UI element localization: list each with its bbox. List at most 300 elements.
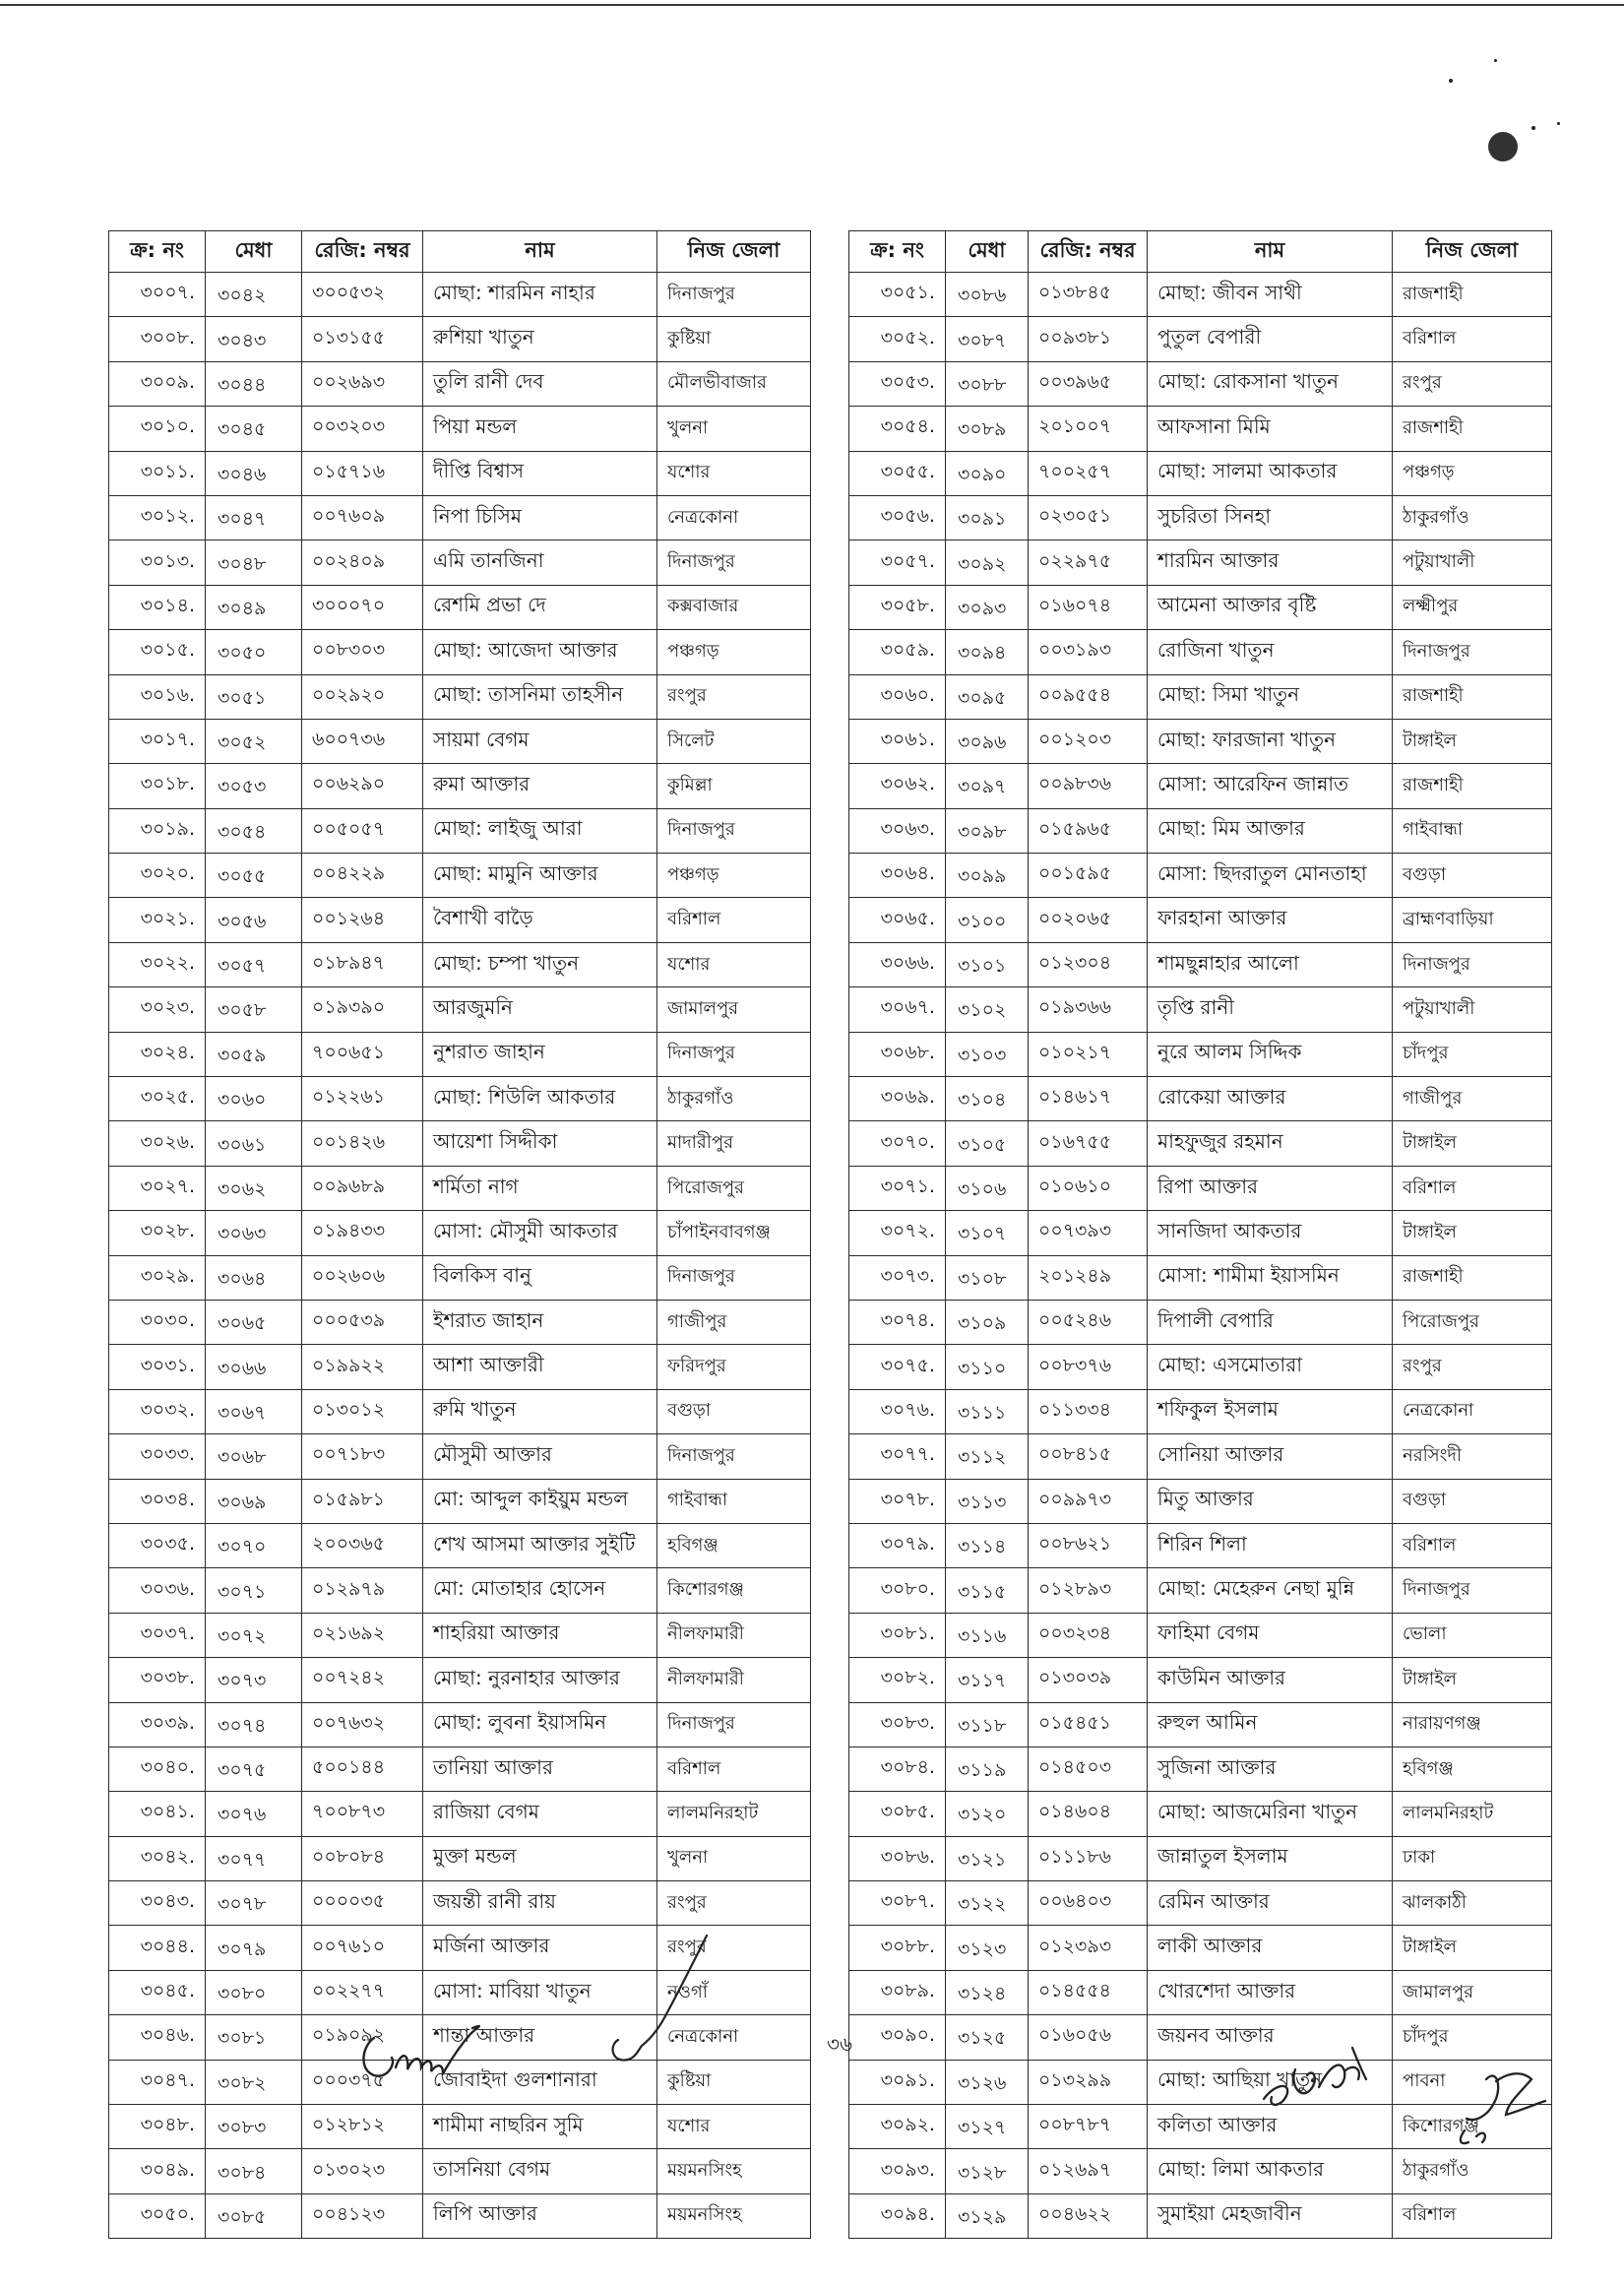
serial-cell: ৩০৪৪.	[109, 1926, 206, 1970]
reg-no-cell: ০২১৬৯২	[302, 1613, 423, 1657]
reg-no-cell: ০০৬২৯০	[302, 764, 423, 808]
name-cell: শান্তা আক্তার	[423, 2015, 657, 2060]
name-cell: মোছা: লুবনা ইয়াসমিন	[423, 1702, 657, 1747]
merit-cell: ৩০৭০	[206, 1523, 302, 1567]
table-row	[109, 1434, 811, 1479]
serial-cell: ৩০৩৯.	[109, 1702, 206, 1747]
table-row	[849, 1926, 1552, 1970]
district-cell: বরিশাল	[1393, 317, 1552, 361]
table-row	[849, 2193, 1552, 2238]
table-row	[109, 407, 811, 451]
merit-cell: ৩১১২	[946, 1434, 1029, 1479]
name-cell: শেখ আসমা আক্তার সুইটি	[423, 1523, 657, 1567]
serial-cell: ৩০৩৫.	[109, 1523, 206, 1567]
serial-cell: ৩০৭০.	[849, 1121, 946, 1166]
table-row	[849, 1077, 1552, 1121]
merit-cell: ৩০৭১	[206, 1568, 302, 1613]
scan-speck	[1449, 79, 1453, 83]
merit-cell: ৩১০৫	[946, 1121, 1029, 1166]
header-serial: ক্র: নং	[109, 231, 206, 273]
merit-cell: ৩০৯৩	[946, 585, 1029, 629]
name-cell: মৌসুমী আক্তার	[423, 1434, 657, 1479]
district-cell: পিরোজপুর	[1393, 1300, 1552, 1344]
name-cell: রেশমি প্রভা দে	[423, 585, 657, 629]
handwritten-signature-4	[1437, 2046, 1555, 2154]
name-cell: মোছা: নুরনাহার আক্তার	[423, 1658, 657, 1702]
district-cell: রাজশাহী	[1393, 764, 1552, 808]
merit-cell: ৩১০৭	[946, 1211, 1029, 1255]
district-cell: রংপুর	[657, 1926, 811, 1970]
serial-cell: ৩০৫৪.	[849, 407, 946, 451]
district-cell: মাদারীপুর	[657, 1121, 811, 1166]
reg-no-cell: ০০৪২২৯	[302, 854, 423, 898]
reg-no-cell: ০১৪৬০৪	[1029, 1792, 1148, 1836]
serial-cell: ৩০৮০.	[849, 1568, 946, 1613]
district-cell: খুলনা	[657, 407, 811, 451]
name-cell: তানিয়া আক্তার	[423, 1747, 657, 1791]
serial-cell: ৩০৪৭.	[109, 2060, 206, 2104]
merit-cell: ৩০৬৪	[206, 1255, 302, 1300]
reg-no-cell: ০০৩৯৬৫	[1029, 361, 1148, 406]
serial-cell: ৩০১৭.	[109, 719, 206, 763]
reg-no-cell: ০১৩৮৪৫	[1029, 273, 1148, 317]
reg-no-cell: ০০৮৭৮৭	[1029, 2105, 1148, 2149]
merit-cell: ৩১২৪	[946, 1970, 1029, 2014]
district-cell: রংপুর	[657, 1881, 811, 1926]
serial-cell: ৩০১৮.	[109, 764, 206, 808]
district-cell: দিনাজপুর	[657, 273, 811, 317]
serial-cell: ৩০২৭.	[109, 1166, 206, 1210]
district-cell: নওগাঁ	[657, 1970, 811, 2014]
name-cell: রুহুল আমিন	[1148, 1702, 1393, 1747]
district-cell: হবিগঞ্জ	[1393, 1747, 1552, 1791]
district-cell: ফরিদপুর	[657, 1345, 811, 1389]
name-cell: মোসা: ছিদরাতুল মোনতাহা	[1148, 854, 1393, 898]
district-cell: বগুড়া	[1393, 854, 1552, 898]
name-cell: শফিকুল ইসলাম	[1148, 1389, 1393, 1433]
merit-cell: ৩০৮৩	[206, 2105, 302, 2149]
reg-no-cell: ০০৩১৯৩	[1029, 630, 1148, 674]
merit-cell: ৩০৮০	[206, 1970, 302, 2014]
district-cell: নেত্রকোনা	[657, 2015, 811, 2060]
reg-no-cell: ০০১২০৩	[1029, 719, 1148, 763]
merit-cell: ৩০৫৮	[206, 987, 302, 1032]
reg-no-cell: ০১৯৪৩৩	[302, 1211, 423, 1255]
district-cell: লালমনিরহাট	[1393, 1792, 1552, 1836]
district-cell: জামালপুর	[657, 987, 811, 1032]
merit-cell: ৩১২৬	[946, 2060, 1029, 2104]
name-cell: জয়নব আক্তার	[1148, 2015, 1393, 2060]
reg-no-cell: ০০৯৮৩৬	[1029, 764, 1148, 808]
serial-cell: ৩০৬২.	[849, 764, 946, 808]
district-cell: পঞ্চগড়	[657, 630, 811, 674]
table-row	[849, 1658, 1552, 1702]
merit-cell: ৩০৬২	[206, 1166, 302, 1210]
reg-no-cell: ০০৫২৪৬	[1029, 1300, 1148, 1344]
district-cell: টাঙ্গাইল	[1393, 1658, 1552, 1702]
name-cell: মোছা: সালমা আকতার	[1148, 451, 1393, 495]
table-row	[109, 854, 811, 898]
table-row	[109, 1211, 811, 1255]
serial-cell: ৩০৩১.	[109, 1345, 206, 1389]
serial-cell: ৩০৭২.	[849, 1211, 946, 1255]
merit-cell: ৩০৪২	[206, 273, 302, 317]
table-row	[849, 585, 1552, 629]
table-row	[849, 317, 1552, 361]
name-cell: রুমা আক্তার	[423, 764, 657, 808]
table-row	[849, 987, 1552, 1032]
reg-no-cell: ০০৯৯৭৩	[1029, 1479, 1148, 1523]
serial-cell: ৩০৭৮.	[849, 1479, 946, 1523]
merit-cell: ৩০৭৫	[206, 1747, 302, 1791]
reg-no-cell: ০০৮০৮৪	[302, 1836, 423, 1880]
reg-no-cell: ০১০৬১০	[1029, 1166, 1148, 1210]
serial-cell: ৩০৪০.	[109, 1747, 206, 1791]
merit-cell: ৩০৬৮	[206, 1434, 302, 1479]
name-cell: আশা আক্তারী	[423, 1345, 657, 1389]
serial-cell: ৩০০৮.	[109, 317, 206, 361]
reg-no-cell: ০১৩০৩৯	[1029, 1658, 1148, 1702]
merit-cell: ৩০৭৭	[206, 1836, 302, 1880]
name-cell: মোছা: শিউলি আকতার	[423, 1077, 657, 1121]
reg-no-cell: ০১৫৪৫১	[1029, 1702, 1148, 1747]
name-cell: রেমিন আক্তার	[1148, 1881, 1393, 1926]
merit-cell: ৩১১৯	[946, 1747, 1029, 1791]
merit-cell: ৩০৭৯	[206, 1926, 302, 1970]
table-row	[109, 1568, 811, 1613]
name-cell: মোছা: মামুনি আক্তার	[423, 854, 657, 898]
reg-no-cell: ০১৪৫৫৪	[1029, 1970, 1148, 2014]
name-cell: মোসা: মাবিয়া খাতুন	[423, 1970, 657, 2014]
name-cell: রিপা আক্তার	[1148, 1166, 1393, 1210]
name-cell: মিতু আক্তার	[1148, 1479, 1393, 1523]
reg-no-cell: ০০৭৩৯৩	[1029, 1211, 1148, 1255]
district-cell: কুষ্টিয়া	[657, 2060, 811, 2104]
serial-cell: ৩০৯০.	[849, 2015, 946, 2060]
serial-cell: ৩০৫৬.	[849, 495, 946, 540]
district-cell: রাজশাহী	[1393, 1255, 1552, 1300]
merit-cell: ৩০৮১	[206, 2015, 302, 2060]
district-cell: কুষ্টিয়া	[657, 317, 811, 361]
district-cell: ব্রাহ্মণবাড়িয়া	[1393, 898, 1552, 942]
table-row	[849, 630, 1552, 674]
scan-speck	[1557, 122, 1560, 125]
handwritten-signature-2	[600, 1930, 718, 2087]
reg-no-cell: ০০৬৪০৩	[1029, 1881, 1148, 1926]
reg-no-cell: ০১৩২৯৯	[1029, 2060, 1148, 2104]
merit-cell: ৩১০১	[946, 942, 1029, 986]
merit-cell: ৩০৬৬	[206, 1345, 302, 1389]
table-row	[849, 1389, 1552, 1433]
merit-cell: ৩০৬৯	[206, 1479, 302, 1523]
reg-no-cell: ০১৫৯৬৫	[1029, 808, 1148, 853]
merit-cell: ৩০৯৭	[946, 764, 1029, 808]
district-cell: রাজশাহী	[1393, 407, 1552, 451]
serial-cell: ৩০৮২.	[849, 1658, 946, 1702]
serial-cell: ৩০১১.	[109, 451, 206, 495]
table-row	[849, 495, 1552, 540]
name-cell: জোবাইদা গুলশানারা	[423, 2060, 657, 2104]
reg-no-cell: ৩০০০৭০	[302, 585, 423, 629]
serial-cell: ৩০৮৮.	[849, 1926, 946, 1970]
reg-no-cell: ০১২২৬১	[302, 1077, 423, 1121]
merit-cell: ৩০৫০	[206, 630, 302, 674]
table-row	[109, 1792, 811, 1836]
table-row	[849, 1747, 1552, 1791]
name-cell: মোছা: তাসনিমা তাহসীন	[423, 674, 657, 719]
reg-no-cell: ৭০০৬৫১	[302, 1032, 423, 1076]
reg-no-cell: ০১৩১৫৫	[302, 317, 423, 361]
merit-cell: ৩০৯৫	[946, 674, 1029, 719]
reg-no-cell: ০১৮৯৪৭	[302, 942, 423, 986]
table-row	[109, 2149, 811, 2193]
serial-cell: ৩০৬৬.	[849, 942, 946, 986]
district-cell: টাঙ্গাইল	[1393, 1121, 1552, 1166]
serial-cell: ৩০১৬.	[109, 674, 206, 719]
merit-cell: ৩০৯০	[946, 451, 1029, 495]
table-row	[849, 1836, 1552, 1880]
table-row	[109, 987, 811, 1032]
reg-no-cell: ০২৩০৫১	[1029, 495, 1148, 540]
reg-no-cell: ০০৮৪১৫	[1029, 1434, 1148, 1479]
serial-cell: ৩০৪৫.	[109, 1970, 206, 2014]
district-cell: বগুড়া	[657, 1389, 811, 1433]
merit-cell: ৩১০৮	[946, 1255, 1029, 1300]
name-cell: মোছা: মেহেরুন নেছা মুন্নি	[1148, 1568, 1393, 1613]
merit-cell: ৩০৬১	[206, 1121, 302, 1166]
reg-no-cell: ০১৫৭১৬	[302, 451, 423, 495]
name-cell: শামীমা নাছরিন সুমি	[423, 2105, 657, 2149]
serial-cell: ৩০৮৩.	[849, 1702, 946, 1747]
reg-no-cell: ৫০০১৪৪	[302, 1747, 423, 1791]
serial-cell: ৩০৩৭.	[109, 1613, 206, 1657]
name-cell: মোছা: জীবন সাথী	[1148, 273, 1393, 317]
district-cell: ময়মনসিংহ	[657, 2149, 811, 2193]
table-row	[109, 630, 811, 674]
serial-cell: ৩০৮৯.	[849, 1970, 946, 2014]
serial-cell: ৩০১৫.	[109, 630, 206, 674]
district-cell: দিনাজপুর	[1393, 942, 1552, 986]
name-cell: কাউমিন আক্তার	[1148, 1658, 1393, 1702]
reg-no-cell: ০০৮৬২১	[1029, 1523, 1148, 1567]
handwritten-signature-1	[344, 1999, 492, 2087]
reg-no-cell: ২০১২৪৯	[1029, 1255, 1148, 1300]
reg-no-cell: ৭০০২৫৭	[1029, 451, 1148, 495]
district-cell: দিনাজপুর	[657, 1702, 811, 1747]
name-cell: খোরশেদা আক্তার	[1148, 1970, 1393, 2014]
serial-cell: ৩০৬৯.	[849, 1077, 946, 1121]
serial-cell: ৩০৬৮.	[849, 1032, 946, 1076]
serial-cell: ৩০৯২.	[849, 2105, 946, 2149]
table-row	[849, 942, 1552, 986]
table-row	[109, 1300, 811, 1344]
serial-cell: ৩০৭৪.	[849, 1300, 946, 1344]
district-cell: দিনাজপুর	[657, 540, 811, 585]
table-row	[849, 1032, 1552, 1076]
reg-no-cell: ০১১৩৩৪	[1029, 1389, 1148, 1433]
serial-cell: ৩০৯৪.	[849, 2193, 946, 2238]
serial-cell: ৩০১২.	[109, 495, 206, 540]
serial-cell: ৩০৭৭.	[849, 1434, 946, 1479]
district-cell: রংপুর	[1393, 361, 1552, 406]
table-row	[109, 2193, 811, 2238]
merit-cell: ৩০৮৮	[946, 361, 1029, 406]
reg-no-cell: ৩০০৫৩২	[302, 273, 423, 317]
name-cell: মুক্তা মন্ডল	[423, 1836, 657, 1880]
district-cell: বরিশাল	[1393, 2193, 1552, 2238]
table-row	[109, 1613, 811, 1657]
reg-no-cell: ০১৩০১২	[302, 1389, 423, 1433]
scan-speck	[1488, 132, 1518, 161]
name-cell: সায়মা বেগম	[423, 719, 657, 763]
table-row	[109, 808, 811, 853]
district-cell: পাবনা	[1393, 2060, 1552, 2104]
serial-cell: ৩০৮৪.	[849, 1747, 946, 1791]
serial-cell: ৩০২১.	[109, 898, 206, 942]
name-cell: রোজিনা খাতুন	[1148, 630, 1393, 674]
reg-no-cell: ০০২৪০৯	[302, 540, 423, 585]
merit-cell: ৩১১৩	[946, 1479, 1029, 1523]
reg-no-cell: ০০৮৩৭৬	[1029, 1345, 1148, 1389]
table-row	[109, 1077, 811, 1121]
serial-cell: ৩০১০.	[109, 407, 206, 451]
district-cell: নীলফামারী	[657, 1658, 811, 1702]
table-row	[849, 1300, 1552, 1344]
reg-no-cell: ০০১৪২৬	[302, 1121, 423, 1166]
reg-no-cell: ০০৯৬৮৯	[302, 1166, 423, 1210]
serial-cell: ৩০৫৫.	[849, 451, 946, 495]
district-cell: যশোর	[657, 942, 811, 986]
merit-cell: ৩১২২	[946, 1881, 1029, 1926]
name-cell: তাসনিয়া বেগম	[423, 2149, 657, 2193]
merit-cell: ৩১০৬	[946, 1166, 1029, 1210]
reg-no-cell: ০০৪৬২২	[1029, 2193, 1148, 2238]
reg-no-cell: ০১২৯৭৯	[302, 1568, 423, 1613]
name-cell: নুশরাত জাহান	[423, 1032, 657, 1076]
reg-no-cell: ৬০০৭৩৬	[302, 719, 423, 763]
merit-cell: ৩০৯৯	[946, 854, 1029, 898]
reg-no-cell: ০০০০৩৫	[302, 1881, 423, 1926]
reg-no-cell: ০১২৩০৪	[1029, 942, 1148, 986]
name-cell: দীপ্তি বিশ্বাস	[423, 451, 657, 495]
name-cell: মোছা: আজমেরিনা খাতুন	[1148, 1792, 1393, 1836]
name-cell: মোছা: আছিয়া খাতুন	[1148, 2060, 1393, 2104]
serial-cell: ৩০৪৬.	[109, 2015, 206, 2060]
name-cell: শর্মিতা নাগ	[423, 1166, 657, 1210]
name-cell: নিপা চিসিম	[423, 495, 657, 540]
table-row	[109, 1747, 811, 1791]
district-cell: মৌলভীবাজার	[657, 361, 811, 406]
serial-cell: ৩০২৪.	[109, 1032, 206, 1076]
serial-cell: ৩০৪৮.	[109, 2105, 206, 2149]
merit-cell: ৩০৫৩	[206, 764, 302, 808]
name-cell: রুশিয়া খাতুন	[423, 317, 657, 361]
serial-cell: ৩০৮১.	[849, 1613, 946, 1657]
table-row	[849, 540, 1552, 585]
serial-cell: ৩০৬৪.	[849, 854, 946, 898]
name-cell: আরজুমনি	[423, 987, 657, 1032]
table-row	[109, 1032, 811, 1076]
merit-cell: ৩০৪৩	[206, 317, 302, 361]
table-row	[109, 1836, 811, 1880]
merit-cell: ৩০৯১	[946, 495, 1029, 540]
serial-cell: ৩০৮৫.	[849, 1792, 946, 1836]
name-cell: তৃপ্তি রানী	[1148, 987, 1393, 1032]
district-cell: ঠাকুরগাঁও	[1393, 2149, 1552, 2193]
name-cell: নুরে আলম সিদ্দিক	[1148, 1032, 1393, 1076]
serial-cell: ৩০৫৮.	[849, 585, 946, 629]
serial-cell: ৩০৭৫.	[849, 1345, 946, 1389]
name-cell: মো: আব্দুল কাইয়ুম মন্ডল	[423, 1479, 657, 1523]
table-row	[849, 1211, 1552, 1255]
table-row	[849, 898, 1552, 942]
serial-cell: ৩০৩৬.	[109, 1568, 206, 1613]
reg-no-cell: ০২২৯৭৫	[1029, 540, 1148, 585]
district-cell: দিনাজপুর	[657, 1434, 811, 1479]
district-cell: দিনাজপুর	[657, 1032, 811, 1076]
table-row	[849, 451, 1552, 495]
name-cell: সোনিয়া আক্তার	[1148, 1434, 1393, 1479]
serial-cell: ৩০২৬.	[109, 1121, 206, 1166]
header-merit: মেধা	[946, 231, 1029, 273]
merit-cell: ৩০৫৭	[206, 942, 302, 986]
district-cell: গাইবান্ধা	[657, 1479, 811, 1523]
reg-no-cell: ০১২৮৯৩	[1029, 1568, 1148, 1613]
merit-cell: ৩০৭২	[206, 1613, 302, 1657]
table-row	[109, 1881, 811, 1926]
scan-speck	[1494, 59, 1497, 62]
table-row	[109, 540, 811, 585]
table-row	[849, 674, 1552, 719]
merit-cell: ৩১১৫	[946, 1568, 1029, 1613]
name-cell: মোছা: শারমিন নাহার	[423, 273, 657, 317]
district-cell: দিনাজপুর	[1393, 630, 1552, 674]
merit-cell: ৩০৬৩	[206, 1211, 302, 1255]
name-cell: পুতুল বেপারী	[1148, 317, 1393, 361]
merit-cell: ৩০৮৪	[206, 2149, 302, 2193]
district-cell: বগুড়া	[1393, 1479, 1552, 1523]
district-cell: নরসিংদী	[1393, 1434, 1552, 1479]
merit-cell: ৩০৯৬	[946, 719, 1029, 763]
serial-cell: ৩০১৯.	[109, 808, 206, 853]
header-merit: মেধা	[206, 231, 302, 273]
name-cell: মোছা: সিমা খাতুন	[1148, 674, 1393, 719]
table-row	[849, 808, 1552, 853]
serial-cell: ৩০৫১.	[849, 273, 946, 317]
table-row	[849, 1568, 1552, 1613]
district-cell: পটুয়াখালী	[1393, 987, 1552, 1032]
reg-no-cell: ০১২৬৯৭	[1029, 2149, 1148, 2193]
serial-cell: ৩০৩৮.	[109, 1658, 206, 1702]
district-cell: ঠাকুরগাঁও	[1393, 495, 1552, 540]
reg-no-cell: ০১৯৩৯০	[302, 987, 423, 1032]
reg-no-cell: ০১৪৫০৩	[1029, 1747, 1148, 1791]
district-cell: টাঙ্গাইল	[1393, 719, 1552, 763]
table-row	[849, 1255, 1552, 1300]
name-cell: সুজিনা আক্তার	[1148, 1747, 1393, 1791]
table-row	[849, 719, 1552, 763]
name-cell: পিয়া মন্ডল	[423, 407, 657, 451]
reg-no-cell: ০১৪৬১৭	[1029, 1077, 1148, 1121]
district-cell: ঢাকা	[1393, 1836, 1552, 1880]
top-border-line	[0, 4, 1624, 6]
reg-no-cell: ০০২৬০৬	[302, 1255, 423, 1300]
table-row	[109, 1523, 811, 1567]
district-cell: দিনাজপুর	[657, 808, 811, 853]
merit-cell: ৩১২৮	[946, 2149, 1029, 2193]
name-cell: শিরিন শিলা	[1148, 1523, 1393, 1567]
district-cell: ঠাকুরগাঁও	[657, 1077, 811, 1121]
